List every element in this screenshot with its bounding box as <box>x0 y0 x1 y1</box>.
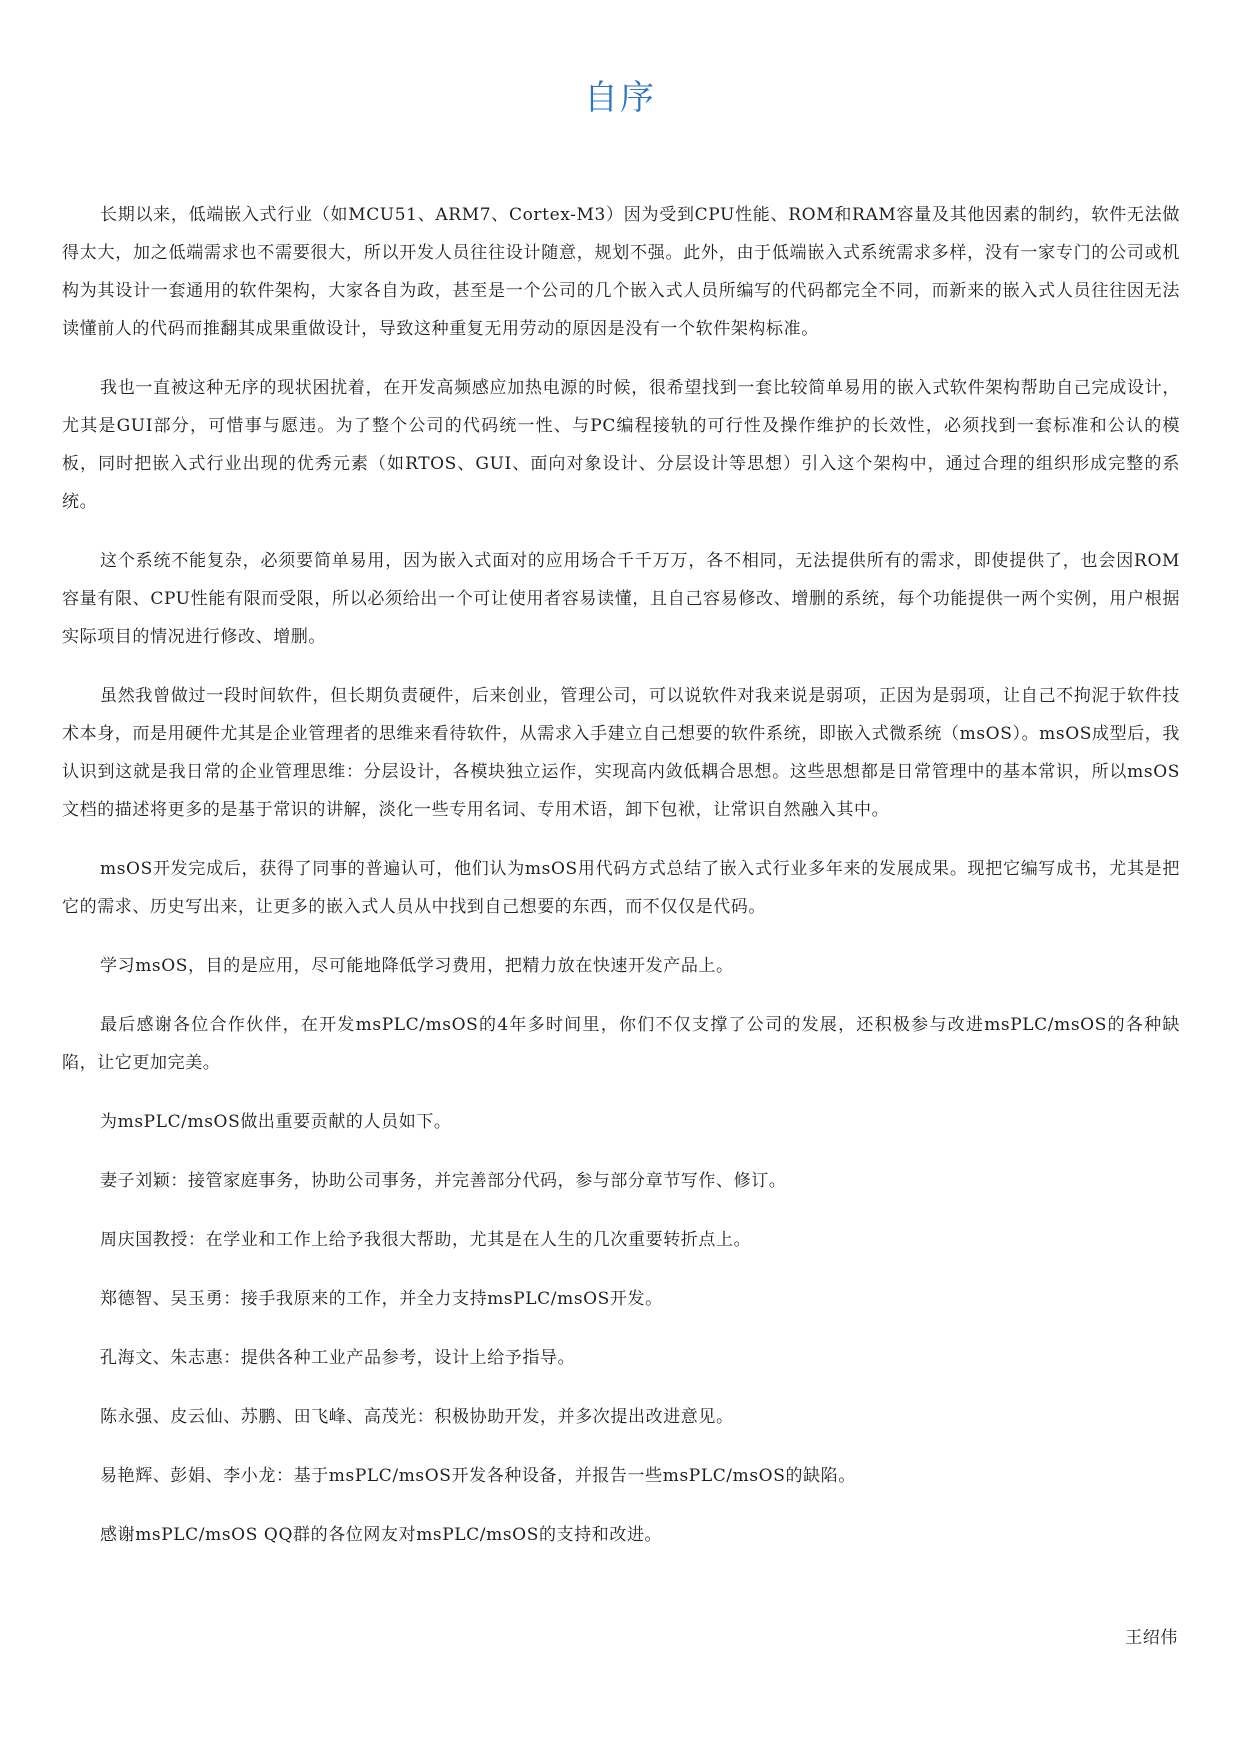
contributor-line: 孔海文、朱志惠：提供各种工业产品参考，设计上给予指导。 <box>100 1348 576 1368</box>
paragraph-4: 虽然我曾做过一段时间软件，但长期负责硬件，后来创业，管理公司，可以说软件对我来说是弱项，正因为是弱项，让自己不拘泥于软件技术本身，而是用硬件尤其是企业管理者的思维来看待软件，从需求入手建立自己想要的软件系统，即嵌入式微系统（msOS）。msOS成型后，我认识到这就是我日常的企业管理思维：分层设计，各模块独立运作，实现高内敛低耦合思想。这些思想都是日常管理中的基本常识，所以msOS文档的描述将更多的是基于常识的讲解，淡化一些专用名词、专用术语，卸下包袱，让常识自然融入其中。 <box>62 686 1180 820</box>
contributor-line: 郑德智、吴玉勇：接手我原来的工作，并全力支持msPLC/msOS开发。 <box>100 1289 663 1309</box>
page-title: 自序 <box>584 78 656 118</box>
author-signature: 王绍伟 <box>1125 1628 1178 1648</box>
paragraph-5: msOS开发完成后，获得了同事的普遍认可，他们认为msOS用代码方式总结了嵌入式行业多年来的发展成果。现把它编写成书，尤其是把它的需求、历史写出来，让更多的嵌入式人员从中找到自己想要的东西，而不仅仅是代码。 <box>62 859 1180 917</box>
contributor-line: 易艳辉、彭娟、李小龙：基于msPLC/msOS开发各种设备，并报告一些msPLC/msOS的缺陷。 <box>100 1466 856 1486</box>
closing-thanks: 感谢msPLC/msOS QQ群的各位网友对msPLC/msOS的支持和改进。 <box>100 1525 663 1545</box>
paragraph-8: 为msPLC/msOS做出重要贡献的人员如下。 <box>100 1112 452 1132</box>
paragraph-7: 最后感谢各位合作伙伴，在开发msPLC/msOS的4年多时间里，你们不仅支撑了公司的发展，还积极参与改进msPLC/msOS的各种缺陷，让它更加完美。 <box>62 1015 1180 1073</box>
contributor-line: 妻子刘颖：接管家庭事务，协助公司事务，并完善部分代码，参与部分章节写作、修订。 <box>100 1171 787 1191</box>
paragraph-2: 我也一直被这种无序的现状困扰着，在开发高频感应加热电源的时候，很希望找到一套比较简单易用的嵌入式软件架构帮助自己完成设计，尤其是GUI部分，可惜事与愿违。为了整个公司的代码统一性、与PC编程接轨的可行性及操作维护的长效性，必须找到一套标准和公认的模板，同时把嵌入式行业出现的优秀元素（如RTOS、GUI、面向对象设计、分层设计等思想）引入这个架构中，通过合理的组织形成完整的系统。 <box>62 378 1180 512</box>
paragraph-3: 这个系统不能复杂，必须要简单易用，因为嵌入式面对的应用场合千千万万，各不相同，无法提供所有的需求，即使提供了，也会因ROM容量有限、CPU性能有限而受限，所以必须给出一个可让使用者容易读懂，且自己容易修改、增删的系统，每个功能提供一两个实例，用户根据实际项目的情况进行修改、增删。 <box>62 551 1180 647</box>
preface-body <box>62 196 1180 1575</box>
paragraph-6: 学习msOS，目的是应用，尽可能地降低学习费用，把精力放在快速开发产品上。 <box>100 956 734 976</box>
contributor-line: 陈永强、皮云仙、苏鹏、田飞峰、高茂光：积极协助开发，并多次提出改进意见。 <box>100 1407 734 1427</box>
paragraph-1: 长期以来，低端嵌入式行业（如MCU51、ARM7、Cortex-M3）因为受到CPU性能、ROM和RAM容量及其他因素的制约，软件无法做得太大，加之低端需求也不需要很大，所以开发人员往往设计随意，规划不强。此外，由于低端嵌入式系统需求多样，没有一家专门的公司或机构为其设计一套通用的软件架构，大家各自为政，甚至是一个公司的几个嵌入式人员所编写的代码都完全不同，而新来的嵌入式人员往往因无法读懂前人的代码而推翻其成果重做设计，导致这种重复无用劳动的原因是没有一个软件架构标准。 <box>62 205 1180 339</box>
contributor-line: 周庆国教授：在学业和工作上给予我很大帮助，尤其是在人生的几次重要转折点上。 <box>100 1230 752 1250</box>
